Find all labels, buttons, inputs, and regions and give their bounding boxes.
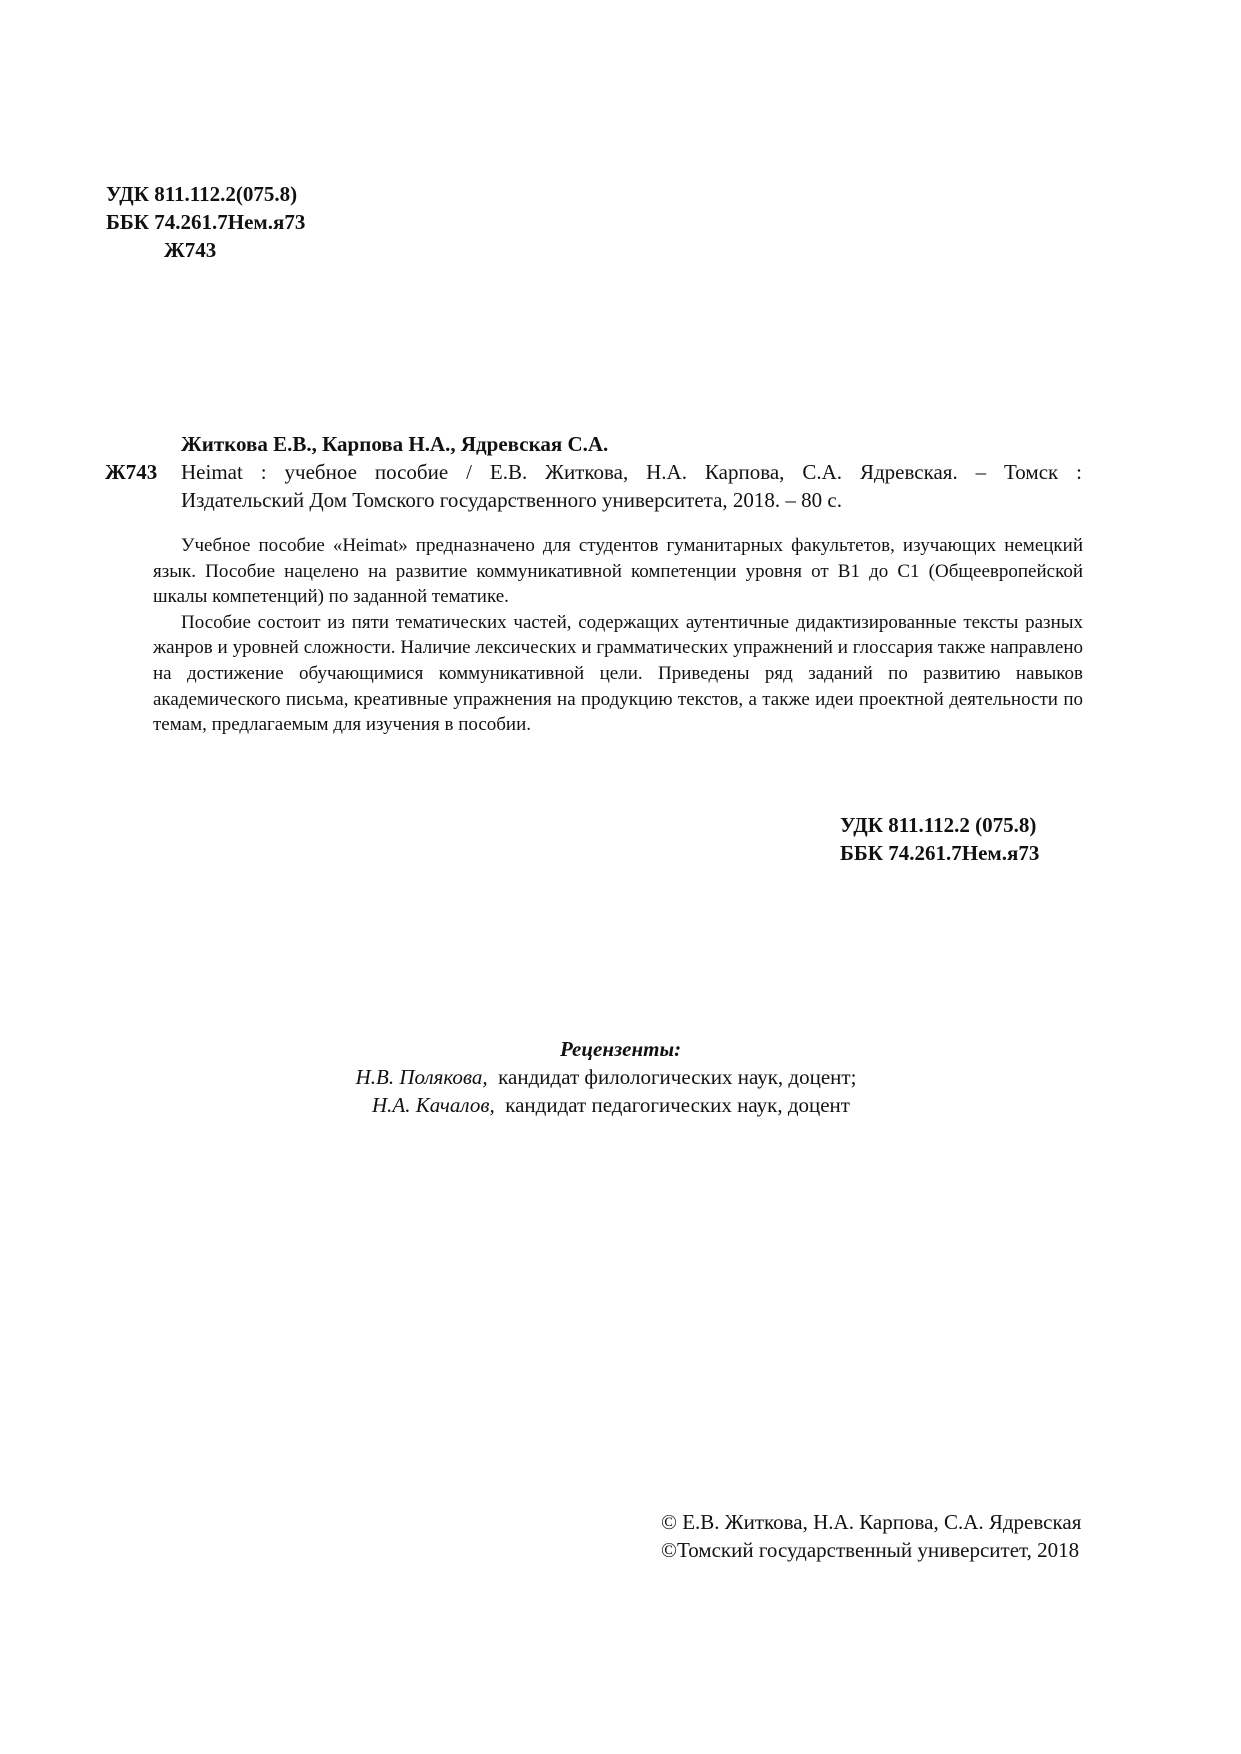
reviewer-1: [272, 1063, 940, 1091]
top-classification-codes: [106, 180, 305, 264]
reviewer-2: [282, 1091, 940, 1119]
entry-authors: Житкова Е.В., Карпова Н.А., Ядревская С.А.: [181, 432, 609, 456]
entry-code: Ж743: [105, 460, 158, 484]
author-mark: Ж743: [164, 238, 217, 262]
udk-code-bottom: УДК 811.112.2 (075.8): [840, 813, 1037, 837]
copyright-authors: © Е.В. Житкова, Н.А. Карпова, С.А. Ядревская: [661, 1510, 1082, 1534]
reviewer-name: Н.А. Качалов,: [372, 1093, 495, 1117]
copyright: [661, 1508, 1081, 1564]
bbk-code-bottom: ББК 74.261.7Нем.я73: [840, 841, 1040, 865]
entry-line-2: Издательский Дом Томского государственного университета, 2018. – 80 с.: [181, 488, 842, 512]
annotation-paragraph-1: Учебное пособие «Heimat» предназначено для студентов гуманитарных факультетов, изучающих немецкий язык. Пособие нацелено на развитие коммуникативной компетенции уровня от B1 до C1 (Общеевропейской шкалы компетенций) по заданной тематике.: [153, 535, 1083, 608]
annotation-paragraph-2: Пособие состоит из пяти тематических частей, содержащих аутентичные дидактизированные тексты разных жанров и уровней сложности. Наличие лексических и грамматических упражнений и глоссария также направлено на достижение обучающимися коммуникативной цели. Приведены ряд заданий по развитию навыков академического письма, креативные упражнения на продукцию текстов, а также идеи проектной деятельности по темам, предлагаемым для изучения в пособии.: [153, 611, 1083, 736]
reviewer-description: кандидат филологических наук, доцент;: [498, 1065, 857, 1089]
copyright-university: ©Томский государственный университет, 2018: [661, 1538, 1080, 1562]
reviewer-name: Н.В. Полякова,: [355, 1065, 488, 1089]
entry-line-1: Heimat : учебное пособие / Е.В. Житкова, Н.А. Карпова, С.А. Ядревская. – Томск :: [181, 460, 1082, 484]
reviewer-description: кандидат педагогических наук, доцент: [505, 1093, 850, 1117]
bibliographic-entry: [181, 458, 1082, 514]
udk-code: УДК 811.112.2(075.8): [106, 182, 298, 206]
bottom-classification-codes: [840, 811, 1039, 867]
reviewers: [300, 1035, 940, 1119]
reviewers-title: Рецензенты:: [559, 1037, 682, 1061]
bbk-code: ББК 74.261.7Нем.я73: [106, 210, 306, 234]
annotation: [153, 533, 1083, 738]
